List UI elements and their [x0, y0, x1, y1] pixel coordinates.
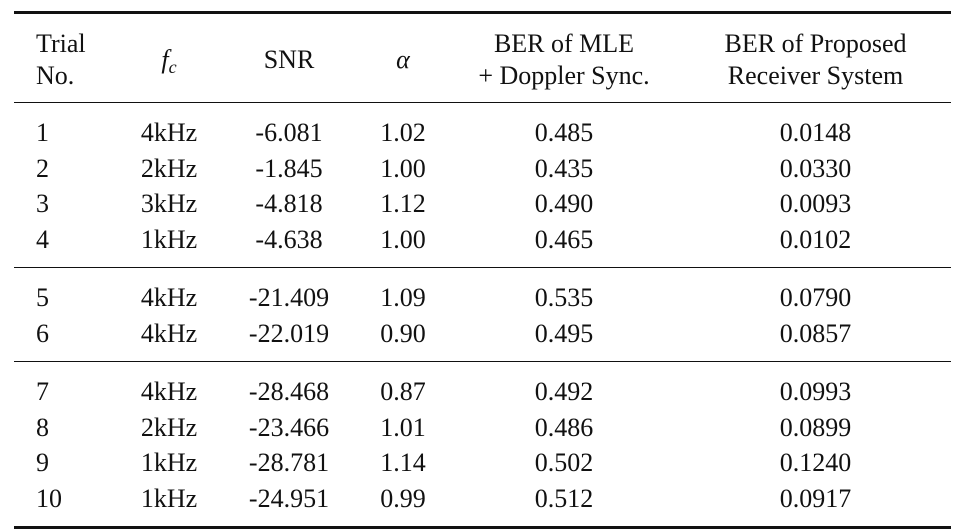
cell-snr: -4.638: [255, 224, 323, 254]
cell-ber-mle: 0.486: [534, 412, 594, 442]
header-snr: SNR: [263, 45, 315, 74]
header-alpha: [358, 13, 448, 103]
table-group-3: [14, 362, 951, 528]
table-row: [14, 151, 951, 187]
cell-fc: 2kHz: [140, 153, 198, 183]
header-trial-line1: Trial: [36, 29, 86, 58]
cell-ber-proposed: 0.0899: [779, 412, 852, 442]
cell-alpha: 0.99: [380, 483, 426, 513]
cell-ber-proposed: 0.0857: [779, 318, 852, 348]
cell-trial: 2: [36, 153, 49, 183]
cell-snr: -21.409: [248, 283, 330, 313]
cell-fc: 1kHz: [140, 448, 198, 478]
cell-trial: 8: [36, 412, 49, 442]
cell-ber-proposed: 0.0093: [779, 189, 852, 219]
cell-alpha: 1.00: [380, 224, 426, 254]
header-ber-mle-line2: + Doppler Sync.: [478, 61, 650, 90]
cell-snr: -28.468: [248, 377, 330, 407]
header-row: [14, 13, 951, 103]
cell-ber-mle: 0.535: [534, 283, 594, 313]
cell-snr: -24.951: [248, 483, 330, 513]
table-row: [14, 445, 951, 481]
table-row: [14, 410, 951, 446]
header-ber-mle-line1: BER of MLE: [493, 29, 635, 58]
cell-snr: -22.019: [248, 318, 330, 348]
header-fc-subscript: c: [168, 57, 177, 77]
cell-fc: 4kHz: [140, 283, 198, 313]
cell-trial: 9: [36, 448, 49, 478]
cell-alpha: 1.09: [380, 283, 426, 313]
cell-ber-mle: 0.512: [534, 483, 594, 513]
cell-fc: 4kHz: [140, 318, 198, 348]
table-row: [14, 316, 951, 362]
cell-alpha: 1.00: [380, 153, 426, 183]
cell-ber-mle: 0.502: [534, 448, 594, 478]
cell-alpha: 1.12: [380, 189, 426, 219]
table-row: [14, 186, 951, 222]
cell-ber-mle: 0.495: [534, 318, 594, 348]
cell-ber-mle: 0.435: [534, 153, 594, 183]
header-fc-base: f: [161, 45, 169, 74]
table-header: [14, 13, 951, 103]
header-alpha-symbol: α: [396, 45, 410, 74]
cell-snr: -6.081: [255, 118, 323, 148]
cell-fc: 4kHz: [140, 377, 198, 407]
cell-snr: -23.466: [248, 412, 330, 442]
results-table-container: [14, 11, 951, 529]
table-row: [14, 481, 951, 528]
header-ber-mle: [448, 13, 680, 103]
cell-alpha: 1.01: [380, 412, 426, 442]
cell-alpha: 0.90: [380, 318, 426, 348]
header-trial-no: [14, 13, 118, 103]
cell-alpha: 1.14: [380, 448, 426, 478]
cell-snr: -1.845: [255, 153, 323, 183]
cell-ber-mle: 0.485: [534, 118, 594, 148]
cell-trial: 6: [36, 318, 49, 348]
table-group-2: [14, 268, 951, 362]
cell-trial: 3: [36, 189, 49, 219]
cell-snr: -28.781: [248, 448, 330, 478]
cell-fc: 1kHz: [140, 224, 198, 254]
cell-fc: 1kHz: [140, 483, 198, 513]
header-fc: [118, 13, 220, 103]
cell-alpha: 1.02: [380, 118, 426, 148]
header-fc-symbol: [161, 45, 177, 77]
table-row: [14, 222, 951, 268]
cell-trial: 10: [36, 483, 62, 513]
cell-ber-proposed: 0.0330: [779, 153, 852, 183]
cell-ber-mle: 0.492: [534, 377, 594, 407]
cell-fc: 2kHz: [140, 412, 198, 442]
table-row: [14, 103, 951, 151]
cell-trial: 7: [36, 377, 49, 407]
cell-ber-proposed: 0.0102: [779, 224, 852, 254]
table-row: [14, 268, 951, 316]
cell-ber-mle: 0.465: [534, 224, 594, 254]
cell-fc: 4kHz: [140, 118, 198, 148]
cell-fc: 3kHz: [140, 189, 198, 219]
cell-trial: 5: [36, 283, 49, 313]
cell-ber-proposed: 0.0790: [779, 283, 852, 313]
cell-ber-proposed: 0.0993: [779, 377, 852, 407]
cell-ber-proposed: 0.0917: [779, 483, 852, 513]
header-ber-proposed-line2: Receiver System: [727, 61, 904, 90]
cell-ber-mle: 0.490: [534, 189, 594, 219]
header-ber-proposed-line1: BER of Proposed: [724, 29, 907, 58]
cell-trial: 4: [36, 224, 49, 254]
results-table: [14, 11, 951, 529]
cell-ber-proposed: 0.1240: [779, 448, 852, 478]
header-trial-line2: No.: [36, 61, 75, 90]
cell-snr: -4.818: [255, 189, 323, 219]
header-ber-proposed: [680, 13, 951, 103]
cell-trial: 1: [36, 118, 49, 148]
table-group-1: [14, 103, 951, 268]
table-row: [14, 362, 951, 410]
cell-alpha: 0.87: [380, 377, 426, 407]
cell-ber-proposed: 0.0148: [779, 118, 852, 148]
